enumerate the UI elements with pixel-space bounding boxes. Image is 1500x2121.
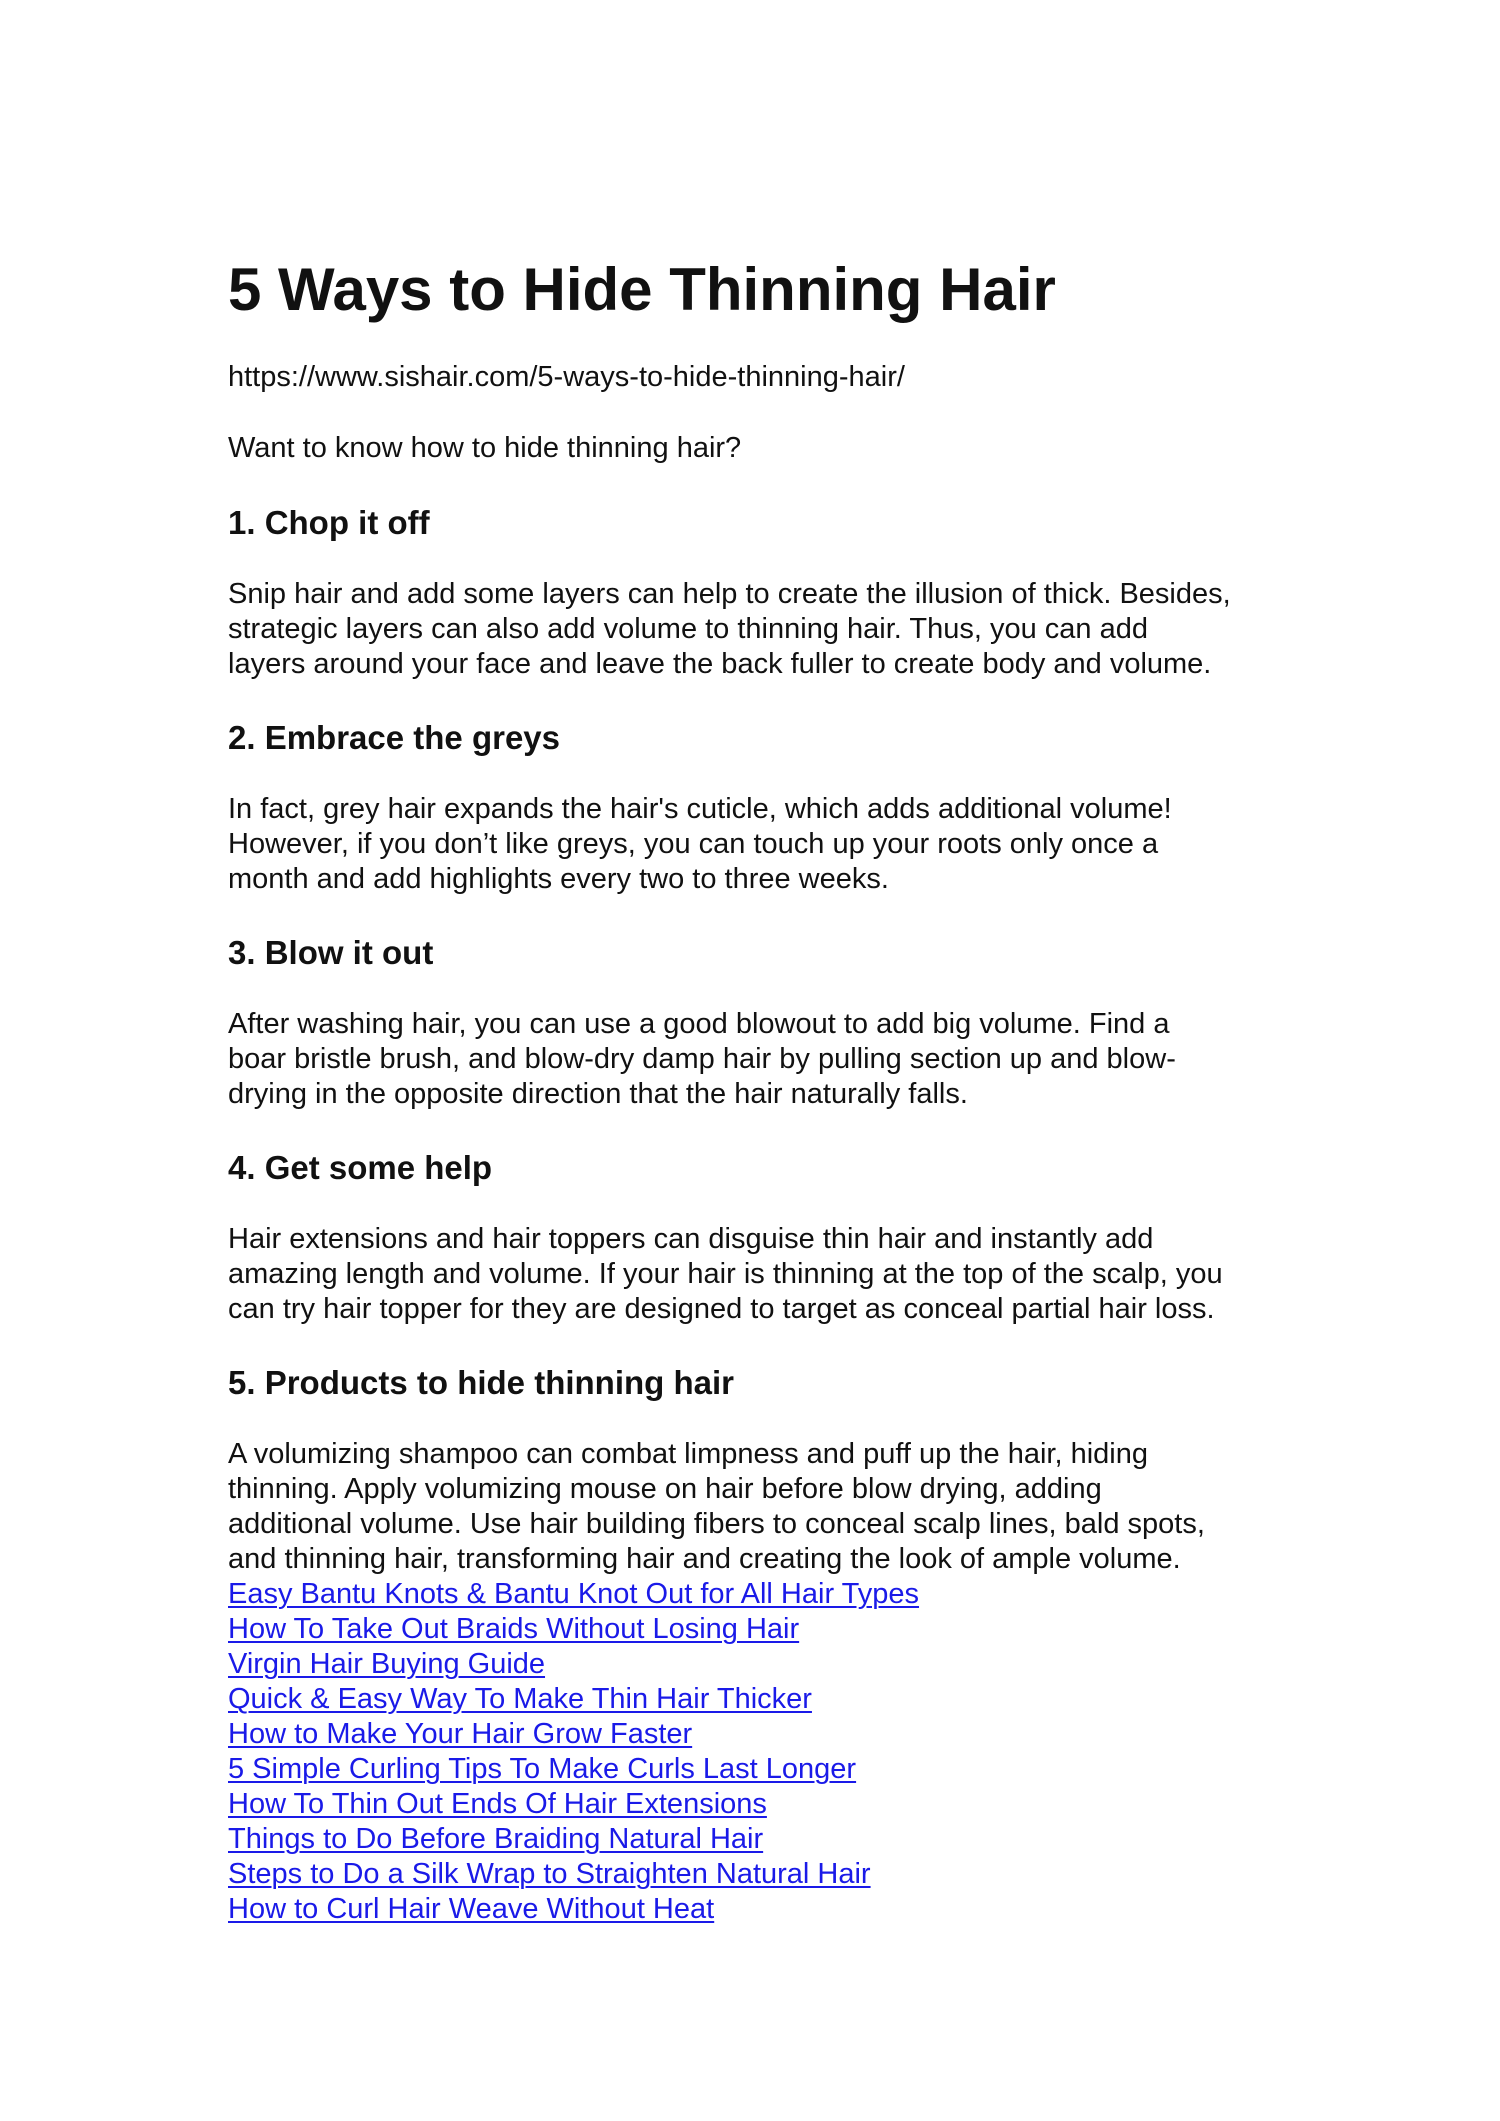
link-before-braiding[interactable]: Things to Do Before Braiding Natural Hair — [228, 1823, 764, 1855]
section-body-blow-it-out — [228, 1007, 1176, 1112]
body-line: However, if you don’t like greys, you can touch up your roots only once a — [228, 828, 1159, 860]
link-silk-wrap[interactable]: Steps to Do a Silk Wrap to Straighten Natural Hair — [228, 1858, 871, 1890]
section-body-embrace-the-greys — [228, 792, 1172, 897]
body-line: strategic layers can also add volume to thinning hair. Thus, you can add — [228, 613, 1148, 645]
link-thin-out-ends[interactable]: How To Thin Out Ends Of Hair Extensions — [228, 1788, 767, 1820]
list-item — [228, 1892, 919, 1927]
list-item — [228, 1717, 919, 1752]
intro-text: Want to know how to hide thinning hair? — [228, 432, 742, 464]
body-line: A volumizing shampoo can combat limpness and puff up the hair, hiding — [228, 1438, 1148, 1470]
section-heading-embrace-the-greys: 2. Embrace the greys — [228, 719, 560, 756]
section-heading-blow-it-out: 3. Blow it out — [228, 934, 434, 971]
body-line: amazing length and volume. If your hair is thinning at the top of the scalp, you — [228, 1258, 1223, 1290]
list-item — [228, 1612, 919, 1647]
section-body-products — [228, 1437, 1205, 1577]
link-hair-grow-faster[interactable]: How to Make Your Hair Grow Faster — [228, 1718, 693, 1750]
link-bantu-knots[interactable]: Easy Bantu Knots & Bantu Knot Out for All Hair Types — [228, 1578, 920, 1610]
body-line: and thinning hair, transforming hair and creating the look of ample volume. — [228, 1543, 1181, 1575]
page-title: 5 Ways to Hide Thinning Hair — [228, 256, 1056, 323]
link-curling-tips[interactable]: 5 Simple Curling Tips To Make Curls Last Longer — [228, 1753, 857, 1785]
body-line: boar bristle brush, and blow-dry damp hair by pulling section up and blow- — [228, 1043, 1176, 1075]
list-item — [228, 1577, 919, 1612]
body-line: layers around your face and leave the back fuller to create body and volume. — [228, 648, 1212, 680]
list-item — [228, 1752, 919, 1787]
section-heading-chop-it-off: 1. Chop it off — [228, 504, 430, 541]
section-heading-products: 5. Products to hide thinning hair — [228, 1364, 735, 1401]
link-thin-hair-thicker[interactable]: Quick & Easy Way To Make Thin Hair Thicker — [228, 1683, 812, 1715]
source-url: https://www.sishair.com/5-ways-to-hide-thinning-hair/ — [228, 361, 905, 393]
link-take-out-braids[interactable]: How To Take Out Braids Without Losing Hair — [228, 1613, 800, 1645]
body-line: can try hair topper for they are designed to target as conceal partial hair loss. — [228, 1293, 1215, 1325]
list-item — [228, 1822, 919, 1857]
list-item — [228, 1682, 919, 1717]
body-line: Hair extensions and hair toppers can disguise thin hair and instantly add — [228, 1223, 1154, 1255]
body-line: drying in the opposite direction that the hair naturally falls. — [228, 1078, 968, 1110]
list-item — [228, 1787, 919, 1822]
list-item — [228, 1647, 919, 1682]
related-links-list — [228, 1577, 919, 1927]
body-line: In fact, grey hair expands the hair's cuticle, which adds additional volume! — [228, 793, 1172, 825]
body-line: After washing hair, you can use a good blowout to add big volume. Find a — [228, 1008, 1170, 1040]
section-body-get-some-help — [228, 1222, 1223, 1327]
body-line: thinning. Apply volumizing mouse on hair before blow drying, adding — [228, 1473, 1102, 1505]
list-item — [228, 1857, 919, 1892]
body-line: Snip hair and add some layers can help to create the illusion of thick. Besides, — [228, 578, 1231, 610]
body-line: month and add highlights every two to three weeks. — [228, 863, 889, 895]
link-curl-weave[interactable]: How to Curl Hair Weave Without Heat — [228, 1893, 715, 1925]
link-virgin-hair-guide[interactable]: Virgin Hair Buying Guide — [228, 1648, 546, 1680]
body-line: additional volume. Use hair building fibers to conceal scalp lines, bald spots, — [228, 1508, 1205, 1540]
section-body-chop-it-off — [228, 577, 1231, 682]
section-heading-get-some-help: 4. Get some help — [228, 1149, 493, 1186]
